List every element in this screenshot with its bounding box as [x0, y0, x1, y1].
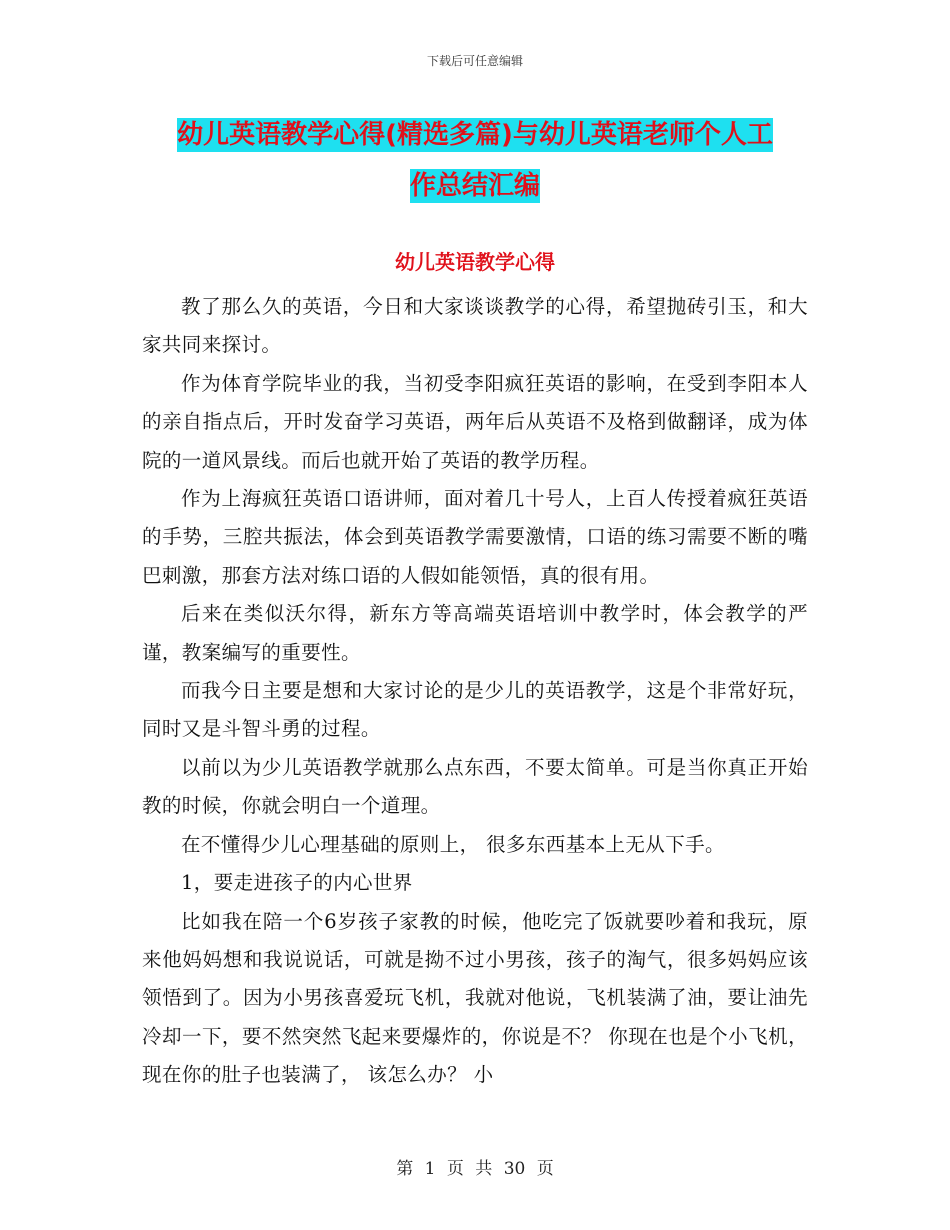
- paragraph: 后来在类似沃尔得，新东方等高端英语培训中教学时，体会教学的严谨，教案编写的重要性。: [142, 602, 808, 664]
- paragraph: 在不懂得少儿心理基础的原则上， 很多东西基本上无从下手。: [181, 832, 725, 856]
- document-body: [142, 288, 808, 1095]
- document-title: [140, 110, 810, 212]
- header-note: 下载后可任意编辑: [426, 54, 523, 68]
- document-title-line-1: 幼儿英语教学心得(精选多篇)与幼儿英语老师个人工: [177, 120, 773, 150]
- paragraph: 以前以为少儿英语教学就那么点东西，不要太简单。可是当你真正开始教的时候，你就会明白一个道理。: [142, 755, 808, 818]
- paragraph: 而我今日主要是想和大家讨论的是少儿的英语教学，这是个非常好玩，同时又是斗智斗勇的过程。: [142, 679, 808, 741]
- paragraph: 作为体育学院毕业的我，当初受李阳疯狂英语的影响，在受到李阳本人的亲自指点后，开时发奋学习英语，两年后从英语不及格到做翻译，成为体院的一道风景线。而后也就开始了英语的教学历程。: [142, 371, 808, 472]
- paragraph: 作为上海疯狂英语口语讲师，面对着几十号人，上百人传授着疯狂英语的手势，三腔共振法，体会到英语教学需要激情，口语的练习需要不断的嘴巴刺激，那套方法对练口语的人假如能领悟，真的很有用。: [142, 487, 808, 587]
- paragraph: 比如我在陪一个6岁孩子家教的时候，他吃完了饭就要吵着和我玩，原来他妈妈想和我说说话，可就是拗不过小男孩，孩子的淘气，很多妈妈应该领悟到了。因为小男孩喜爱玩飞机，我就对他说，飞机装满了油，要让油先冷却一下，要不然突然飞起来要爆炸的，你说是不？ 你现在也是个小飞机，现在你的肚子也装满了， 该怎么办？ 小: [142, 909, 808, 1087]
- document-title-line-2: 作总结汇编: [409, 171, 540, 201]
- paragraph: 教了那么久的英语，今日和大家谈谈教学的心得，希望抛砖引玉，和大家共同来探讨。: [142, 295, 808, 357]
- page-footer: 第 1 页 共 30 页: [396, 1159, 554, 1179]
- list-heading: 1，要走进孩子的内心世界: [181, 871, 413, 895]
- section-title: 幼儿英语教学心得: [395, 250, 555, 274]
